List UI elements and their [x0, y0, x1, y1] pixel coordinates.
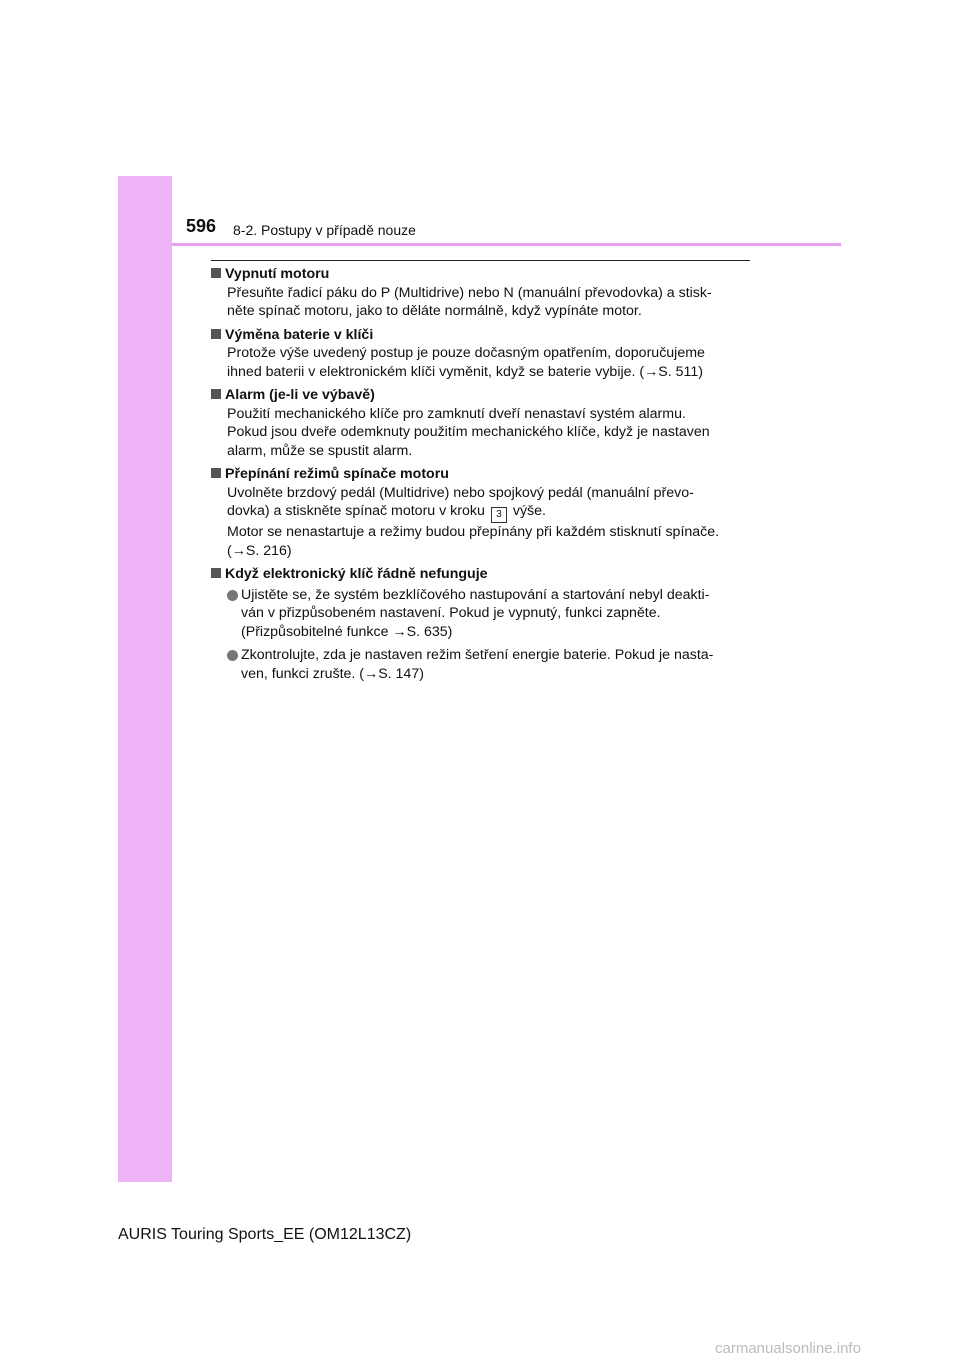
section-body: [211, 344, 748, 381]
section-alarm: [211, 386, 748, 460]
step-number-box: 3: [491, 507, 507, 523]
text-line: Pokud jsou dveře odemknuty použitím mechanického klíče, když je nastaven: [227, 424, 710, 440]
square-bullet-icon: [211, 468, 221, 478]
square-bullet-icon: [211, 568, 221, 578]
text-line: dovka) a stiskněte spínač motoru v kroku 3 výše.: [227, 502, 748, 523]
text-line: Ujistěte se, že systém bezklíčového nastupování a startování nebyl deakti-: [241, 586, 710, 603]
text-line: Použití mechanického klíče pro zamknutí dveří nenastaví systém alarmu.: [227, 405, 686, 422]
footer-manual-id: AURIS Touring Sports_EE (OM12L13CZ): [118, 1226, 412, 1243]
side-tab-strip: [118, 176, 172, 1182]
section-body: [211, 484, 748, 561]
page-reference: (→S. 216): [227, 542, 292, 559]
section-body: [211, 405, 748, 461]
section-title: 8-2. Postupy v případě nouze: [233, 222, 416, 238]
header-rule: [172, 243, 841, 246]
square-bullet-icon: [211, 389, 221, 399]
text-line: alarm, může se spustit alarm.: [227, 442, 413, 459]
content-top-rule: [211, 260, 750, 261]
section-switch-modes: [211, 465, 748, 560]
section-key-malfunction: [211, 565, 748, 683]
text-line: Zkontrolujte, zda je nastaven režim šetření energie baterie. Pokud je nasta-: [241, 647, 714, 663]
text-line: něte spínač motoru, jako to děláte normálně, když vypínáte motor.: [227, 303, 642, 319]
text-line: ihned baterii v elektronickém klíči vyměnit, když se baterie vybije. (→S. 511): [227, 363, 703, 380]
text-line: (Přizpůsobitelné funkce →S. 635): [241, 623, 453, 640]
section-heading: Přepínání režimů spínače motoru: [225, 466, 449, 482]
list-item: [211, 646, 748, 683]
page-content: [211, 265, 748, 688]
square-bullet-icon: [211, 268, 221, 278]
text-line: ván v přizpůsobeném nastavení. Pokud je vypnutý, funkci zapněte.: [241, 605, 661, 621]
text-line: ven, funkci zrušte. (→S. 147): [241, 665, 424, 682]
text-line: Uvolněte brzdový pedál (Multidrive) nebo spojkový pedál (manuální převo-: [227, 484, 694, 501]
list-item: [211, 586, 748, 642]
round-bullet-icon: [227, 650, 238, 661]
section-key-battery: [211, 326, 748, 382]
text-line: Protože výše uvedený postup je pouze dočasným opatřením, doporučujeme: [227, 345, 705, 361]
section-body: [211, 284, 748, 321]
watermark: carmanualsonline.info: [715, 1340, 861, 1357]
section-engine-off: [211, 265, 748, 321]
square-bullet-icon: [211, 329, 221, 339]
section-heading: Když elektronický klíč řádně nefunguje: [225, 566, 488, 582]
page-number: 596: [186, 216, 217, 236]
round-bullet-icon: [227, 590, 238, 601]
section-heading: Alarm (je-li ve výbavě): [225, 387, 375, 403]
section-heading: Výměna baterie v klíči: [225, 326, 374, 343]
text-line: Přesuňte řadicí páku do P (Multidrive) nebo N (manuální převodovka) a stisk-: [227, 284, 712, 301]
text-line: Motor se nenastartuje a režimy budou přepínány při každém stisknutí spínače.: [227, 524, 720, 540]
section-heading: Vypnutí motoru: [225, 266, 330, 282]
